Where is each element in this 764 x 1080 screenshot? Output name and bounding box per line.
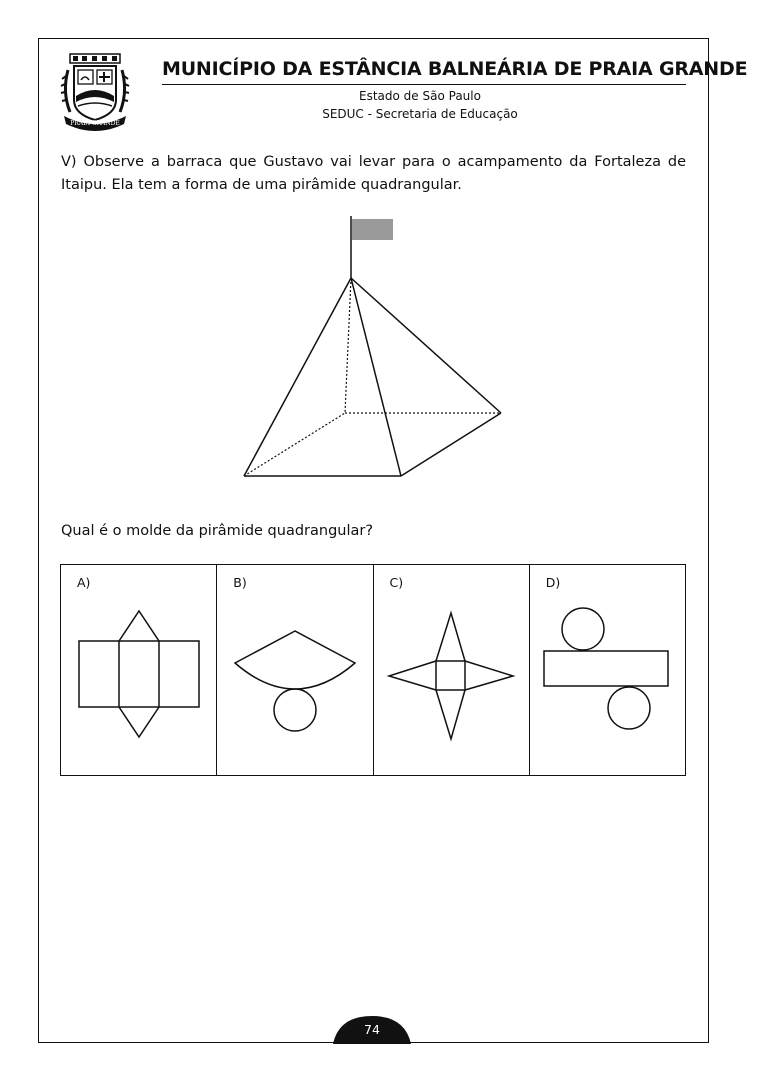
option-c-label: C) <box>389 575 404 590</box>
cube-net-icon <box>61 565 217 775</box>
page-title: MUNICÍPIO DA ESTÂNCIA BALNEÁRIA DE PRAIA GRANDE <box>162 58 748 80</box>
option-d[interactable] <box>530 565 685 775</box>
page-number: 74 <box>364 1022 380 1037</box>
option-d-label: D) <box>545 575 561 590</box>
answer-options <box>60 564 686 776</box>
question-prompt: Qual é o molde da pirâmide quadrangular? <box>61 523 374 539</box>
option-c[interactable] <box>374 565 530 775</box>
pyramid-tent-icon <box>236 212 516 484</box>
municipal-seal-icon <box>60 52 130 132</box>
option-a-label: A) <box>77 575 91 590</box>
tent-flag <box>352 219 393 240</box>
state-subtitle: Estado de São Paulo <box>359 89 481 103</box>
cone-net-icon <box>217 565 373 775</box>
cylinder-net-icon <box>530 565 686 775</box>
department-subtitle: SEDUC - Secretaria de Educação <box>322 107 518 121</box>
option-b[interactable] <box>217 565 373 775</box>
title-divider <box>162 84 686 85</box>
pyramid-net-icon <box>374 565 530 775</box>
option-b-label: B) <box>233 575 247 590</box>
svg-text:PRAIA GRANDE: PRAIA GRANDE <box>70 120 120 127</box>
option-a[interactable] <box>61 565 217 775</box>
question-text: V) Observe a barraca que Gustavo vai levar para o acampamento da Fortaleza de Itaipu. Ela tem a forma de uma pirâmide quadrangular. <box>61 154 686 193</box>
